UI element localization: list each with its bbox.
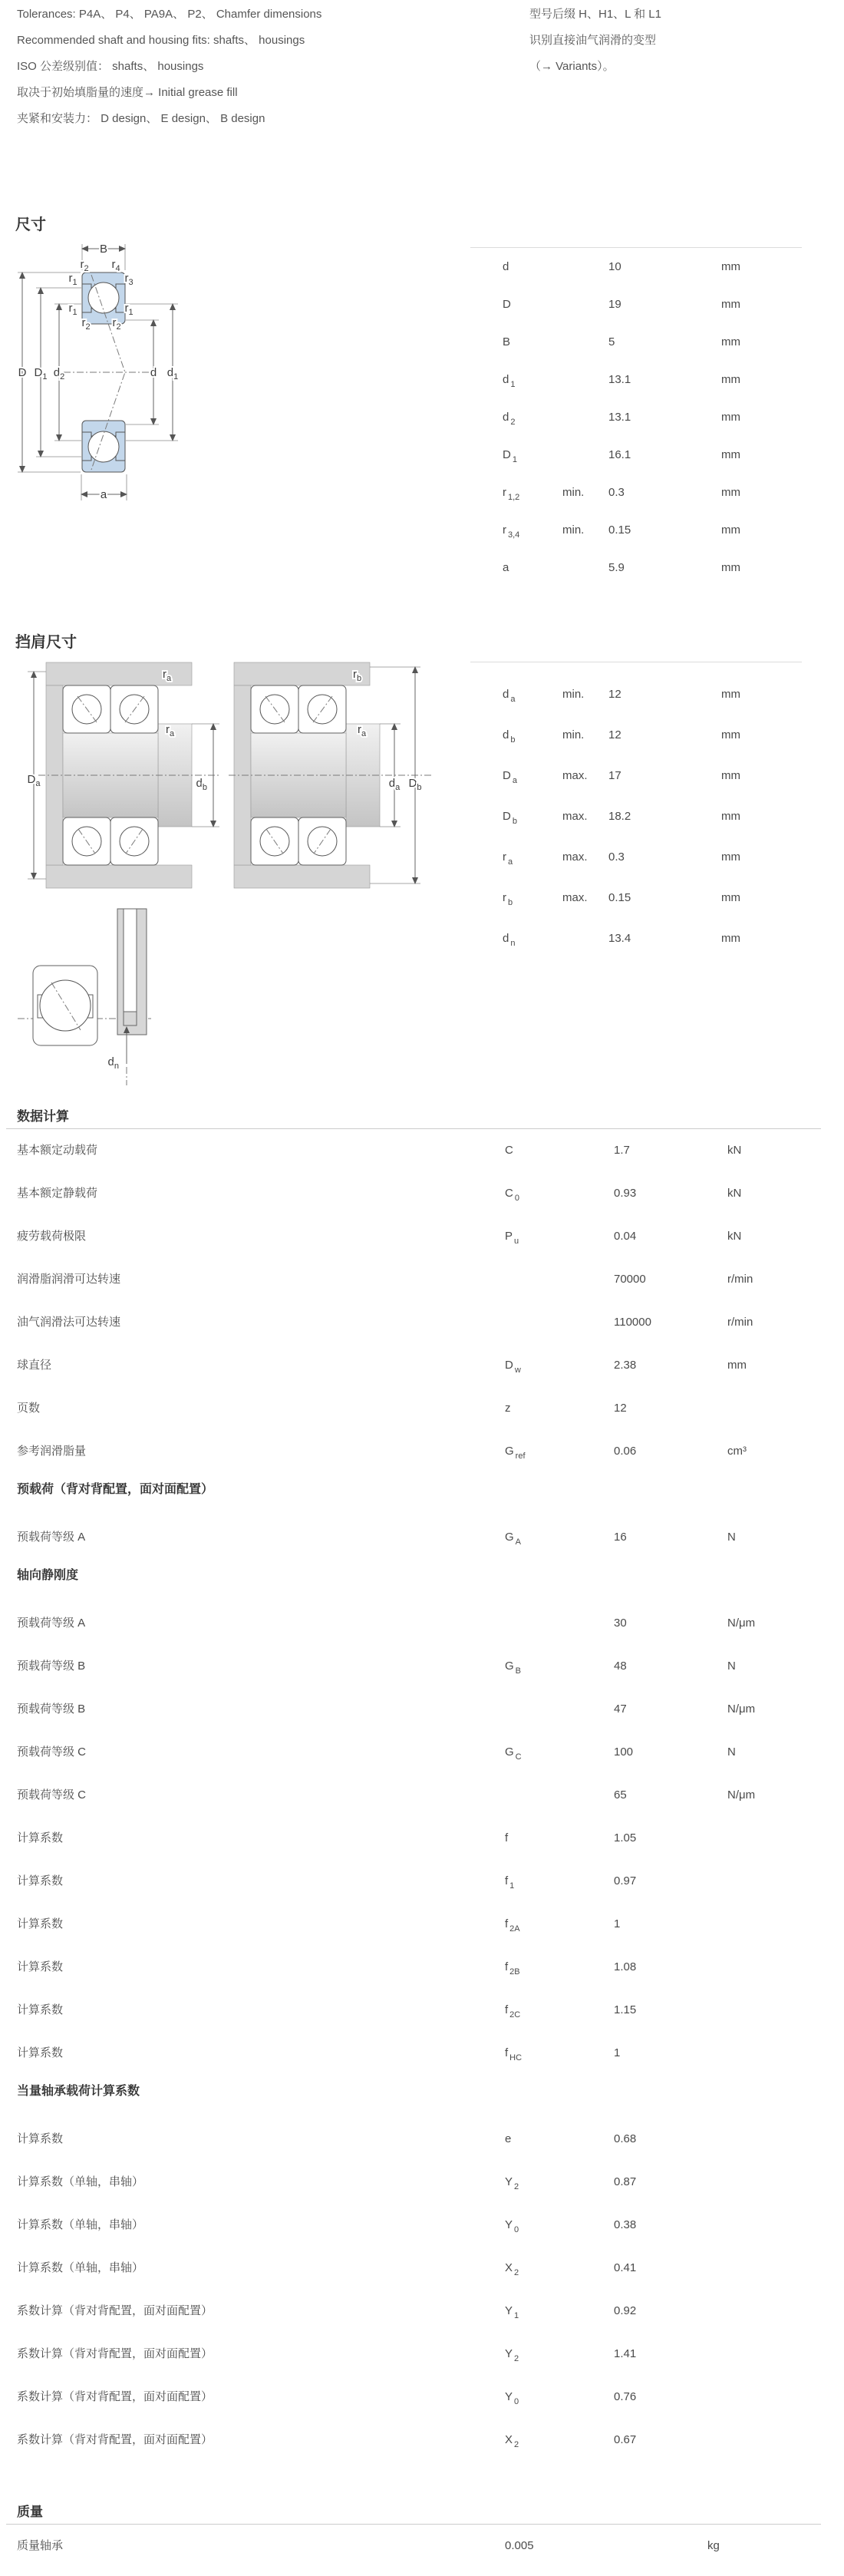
row-qualifier: min.	[562, 523, 585, 537]
row-symbol-subscript: 2C	[509, 2010, 521, 2020]
row-symbol-subscript: 2	[510, 418, 516, 427]
row-symbol-subscript: u	[514, 1237, 519, 1246]
row-label: 计算系数	[17, 2046, 64, 2059]
row-symbol: f $_1$	[505, 1874, 515, 1891]
row-symbol: D $_1$	[503, 448, 517, 464]
row-symbol: G $_{ref}$	[505, 1445, 526, 1461]
row-qualifier: max.	[562, 891, 588, 904]
row-value: 70000	[614, 1273, 646, 1286]
row-value: 5	[608, 335, 615, 348]
row-symbol: f	[505, 1831, 509, 1844]
row-unit: mm	[721, 411, 740, 424]
row-symbol: D $_b$	[503, 810, 517, 826]
row-label: 系数计算（背对背配置，面对面配置）	[17, 2304, 213, 2317]
row-symbol: d $_b$	[503, 728, 516, 745]
row-symbol: D $_w$	[505, 1359, 521, 1375]
row-symbol: d $_a$	[503, 688, 516, 704]
row-unit: mm	[721, 561, 740, 574]
info-line: Recommended shaft and housing fits: shafts、 housings	[17, 34, 305, 47]
dim-label-D: D	[18, 366, 27, 379]
row-label: 基本额定静载荷	[17, 1187, 98, 1200]
row-symbol-subscript: 0	[514, 2397, 519, 2406]
table-row	[0, 1129, 844, 1172]
table-row	[0, 1602, 844, 1645]
radius-label-r4: $r_4$	[111, 258, 120, 273]
row-unit: mm	[721, 486, 740, 499]
row-symbol: d $_1$	[503, 373, 516, 389]
row-symbol-subscript: 0	[514, 1194, 519, 1203]
row-value: 13.1	[608, 411, 631, 424]
table-row	[470, 796, 802, 837]
row-unit: mm	[721, 260, 740, 273]
row-value: 0.93	[614, 1187, 637, 1200]
table-row	[0, 1903, 844, 1946]
row-label: 预载荷等级 C	[17, 1788, 87, 1802]
row-label: 预载荷等级 A	[17, 1617, 86, 1630]
row-unit: N	[727, 1660, 736, 1673]
row-symbol-subscript: 2	[514, 2182, 519, 2191]
row-qualifier: min.	[562, 688, 585, 701]
row-unit: mm	[727, 1359, 747, 1372]
bearing-section	[33, 966, 97, 1045]
row-symbol: D	[503, 298, 511, 311]
group-header: 轴向静刚度	[17, 1569, 79, 1582]
table-row	[470, 436, 802, 474]
row-value: 110000	[614, 1316, 651, 1329]
table-row	[0, 1946, 844, 1989]
table-row	[470, 877, 802, 918]
row-unit: mm	[721, 373, 740, 386]
row-value: 12	[608, 728, 621, 741]
row-symbol-subscript: a	[508, 857, 513, 867]
fillet-label-ra: $r_a$	[163, 668, 172, 683]
info-line: ISO 公差级别值： shafts、 housings	[17, 60, 204, 73]
row-symbol: C $_0$	[505, 1187, 519, 1203]
row-label: 预载荷等级 B	[17, 1660, 86, 1673]
row-symbol: z	[505, 1402, 511, 1415]
row-symbol: r $_{3,4}$	[503, 523, 520, 540]
row-unit: mm	[721, 523, 740, 537]
abutment-table	[470, 662, 802, 959]
table-row	[470, 286, 802, 323]
row-qualifier: min.	[562, 486, 585, 499]
row-unit: kN	[727, 1144, 742, 1157]
mass-table	[0, 2525, 844, 2568]
row-value: 48	[614, 1660, 627, 1673]
dim-label-dn: $d_n$	[107, 1055, 119, 1071]
row-unit: mm	[721, 448, 740, 461]
row-unit: N	[727, 1531, 736, 1544]
table-row	[0, 1215, 844, 1258]
row-qualifier: max.	[562, 769, 588, 782]
ball-icon	[88, 431, 119, 462]
row-unit: mm	[721, 891, 740, 904]
mounting-right	[229, 662, 434, 888]
group-header: 预载荷（背对背配置，面对面配置）	[17, 1483, 214, 1496]
row-unit: N/μm	[727, 1617, 756, 1630]
row-label: 系数计算（背对背配置，面对面配置）	[17, 2433, 213, 2446]
row-label: 球直径	[17, 1359, 52, 1372]
dim-label-a: a	[100, 488, 107, 501]
radius-label-r3: $r_3$	[124, 272, 134, 287]
section-title-calculation: 数据计算	[17, 1109, 69, 1124]
row-symbol-subscript: 3,4	[508, 530, 520, 540]
row-label: 计算系数	[17, 2132, 64, 2145]
table-row	[0, 1387, 844, 1430]
row-value: 0.005	[505, 2539, 534, 2552]
row-label: 计算系数（单轴，串轴）	[17, 2261, 144, 2274]
row-symbol: r $_{1,2}$	[503, 486, 520, 502]
row-label: 润滑脂润滑可达转速	[17, 1273, 121, 1286]
table-row	[0, 2290, 844, 2333]
row-symbol-subscript: C	[515, 1752, 522, 1762]
row-symbol-subscript: 2	[514, 2268, 519, 2277]
row-symbol-subscript: b	[510, 735, 516, 745]
table-row	[0, 1258, 844, 1301]
group-header: 当量轴承载荷计算系数	[17, 2085, 140, 2098]
info-line: 取决于初始填脂量的速度→ Initial grease fill	[17, 86, 238, 99]
table-row	[0, 2419, 844, 2462]
row-unit: mm	[721, 932, 740, 945]
dim-label-Db: $D_b$	[408, 777, 422, 792]
row-value: 1.41	[614, 2347, 637, 2360]
row-label: 计算系数	[17, 2003, 64, 2016]
radius-label-r2: $r_2$	[80, 258, 89, 273]
table-row	[0, 1645, 844, 1688]
row-unit: r/min	[727, 1273, 753, 1286]
row-value: 17	[608, 769, 621, 782]
row-value: 12	[614, 1402, 627, 1415]
row-label: 预载荷等级 A	[17, 1531, 86, 1544]
table-row	[0, 2525, 844, 2568]
row-symbol: G $_B$	[505, 1660, 522, 1676]
row-unit: mm	[721, 298, 740, 311]
row-value: 0.92	[614, 2304, 637, 2317]
section-title-abutment: 挡肩尺寸	[15, 634, 77, 651]
row-label: 基本额定动载荷	[17, 1144, 98, 1157]
row-symbol-subscript: w	[514, 1366, 521, 1375]
row-value: 1	[614, 1917, 621, 1930]
table-row	[470, 361, 802, 398]
row-symbol: D $_a$	[503, 769, 517, 785]
table-row	[0, 1344, 844, 1387]
row-value: 16	[614, 1531, 627, 1544]
row-unit: N/μm	[727, 1788, 756, 1802]
section-title-mass: 质量	[17, 2505, 43, 2519]
radius-label-r1: $r_1$	[68, 272, 77, 287]
row-value: 13.1	[608, 373, 631, 386]
row-unit: N	[727, 1745, 736, 1759]
row-symbol: d $_2$	[503, 411, 516, 427]
row-symbol: C	[505, 1144, 513, 1157]
table-row	[0, 2333, 844, 2376]
row-value: 47	[614, 1702, 627, 1716]
row-label: 预载荷等级 C	[17, 1745, 87, 1759]
row-unit: mm	[721, 769, 740, 782]
table-row	[0, 2032, 844, 2075]
table-row	[470, 474, 802, 511]
row-symbol: r $_a$	[503, 850, 513, 867]
row-label: 疲劳载荷极限	[17, 1230, 87, 1243]
row-value: 0.76	[614, 2390, 637, 2403]
row-symbol: d	[503, 260, 509, 273]
info-line: （→ Variants）。	[529, 60, 615, 73]
row-symbol-subscript: 1,2	[508, 493, 520, 502]
row-symbol-subscript: ref	[515, 1451, 526, 1461]
row-symbol: X $_2$	[505, 2261, 519, 2277]
abutment-dimensions-figure	[15, 656, 445, 894]
row-value: 100	[614, 1745, 634, 1759]
row-unit: mm	[721, 728, 740, 741]
row-symbol: a	[503, 561, 509, 574]
table-row	[470, 398, 802, 436]
fillet-label-ra: $r_a$	[358, 723, 367, 738]
dim-label-Da: $D_a$	[27, 773, 41, 788]
row-symbol: f $_{2C}$	[505, 2003, 521, 2020]
row-label: 计算系数	[17, 1917, 64, 1930]
row-value: 0.38	[614, 2218, 637, 2231]
table-row	[0, 1516, 844, 1559]
row-value: 5.9	[608, 561, 625, 574]
row-value: 0.15	[608, 523, 631, 537]
row-value: 1.15	[614, 2003, 637, 2016]
row-qualifier: max.	[562, 850, 588, 864]
dim-label-da: $d_a$	[388, 777, 401, 792]
row-symbol: d $_n$	[503, 932, 516, 948]
row-value: 0.04	[614, 1230, 637, 1243]
table-row	[0, 1688, 844, 1731]
row-value: 18.2	[608, 810, 631, 823]
row-symbol-subscript: 2	[514, 2354, 519, 2363]
info-line: Tolerances: P4A、 P4、 PA9A、 P2、 Chamfer dimensions	[17, 8, 322, 21]
calculation-table	[0, 1129, 844, 2462]
row-label: 计算系数	[17, 1874, 64, 1887]
row-symbol-subscript: B	[515, 1666, 522, 1676]
info-line: 型号后缀 H、H1、L 和 L1	[529, 8, 661, 21]
mounting-left	[28, 662, 221, 888]
row-unit: mm	[721, 810, 740, 823]
row-unit: N/μm	[727, 1702, 756, 1716]
row-label: 质量轴承	[17, 2539, 64, 2552]
row-unit: mm	[721, 850, 740, 864]
table-row	[0, 2204, 844, 2247]
radius-label-r1: $r_1$	[124, 302, 134, 317]
row-symbol: B	[503, 335, 511, 348]
dim-label-d2: $d_2$	[53, 366, 65, 381]
dim-label-d1: $d_1$	[166, 366, 179, 381]
section-title-dimensions: 尺寸	[15, 216, 46, 233]
row-symbol: G $_C$	[505, 1745, 522, 1762]
row-symbol: Y $_0$	[505, 2390, 519, 2406]
row-symbol: r $_b$	[503, 891, 513, 907]
row-symbol: f $_{HC}$	[505, 2046, 523, 2062]
row-value: 0.15	[608, 891, 631, 904]
row-symbol-subscript: n	[510, 939, 516, 948]
row-symbol-subscript: 1	[509, 1881, 515, 1891]
table-row	[470, 511, 802, 549]
table-row	[0, 1989, 844, 2032]
row-unit: kN	[727, 1230, 742, 1243]
row-label: 预载荷等级 B	[17, 1702, 86, 1716]
row-value: 0.41	[614, 2261, 637, 2274]
row-value: 10	[608, 260, 621, 273]
table-row	[0, 1731, 844, 1774]
row-symbol: X $_2$	[505, 2433, 519, 2449]
row-label: 计算系数（单轴，串轴）	[17, 2218, 144, 2231]
table-row	[0, 2161, 844, 2204]
row-value: 0.68	[614, 2132, 637, 2145]
bearing-dimensions-figure	[12, 239, 265, 523]
dim-label-db: $d_b$	[196, 777, 207, 792]
row-symbol-subscript: HC	[509, 2053, 523, 2062]
radius-label-r1: $r_1$	[68, 302, 77, 317]
row-symbol-subscript: 2A	[509, 1924, 520, 1934]
mass-section	[0, 2501, 844, 2568]
row-symbol: G $_A$	[505, 1531, 522, 1547]
top-info-right	[529, 2, 661, 80]
row-unit: kN	[727, 1187, 742, 1200]
table-row	[0, 2376, 844, 2419]
row-value: 1	[614, 2046, 621, 2059]
row-label: 系数计算（背对背配置，面对面配置）	[17, 2347, 213, 2360]
row-unit: r/min	[727, 1316, 753, 1329]
table-row	[0, 1430, 844, 1473]
table-row	[0, 2247, 844, 2290]
table-row	[0, 1774, 844, 1817]
info-line: 夹紧和安装力： D design、 E design、 B design	[17, 112, 265, 125]
row-label: 计算系数	[17, 1960, 64, 1973]
row-value: 0.97	[614, 1874, 637, 1887]
row-value: 0.06	[614, 1445, 637, 1458]
table-row	[470, 323, 802, 361]
row-label: 计算系数（单轴，串轴）	[17, 2175, 144, 2188]
dimensions-table	[470, 247, 802, 586]
fillet-label-rb: $r_b$	[353, 668, 362, 683]
fillet-label-ra: $r_a$	[166, 723, 175, 738]
row-value: 1.05	[614, 1831, 637, 1844]
table-row	[0, 2118, 844, 2161]
row-unit: cm³	[727, 1445, 747, 1458]
row-unit: mm	[721, 688, 740, 701]
dim-label-d: d	[150, 366, 157, 379]
outer-inner-ring-bottom	[82, 421, 125, 472]
row-symbol: f $_{2A}$	[505, 1917, 520, 1934]
row-value: 65	[614, 1788, 627, 1802]
row-label: 油气润滑法可达转速	[17, 1316, 121, 1329]
row-label: 参考润滑脂量	[17, 1445, 87, 1458]
top-info-left	[17, 2, 321, 132]
info-line: 识别直接油气润滑的变型	[529, 34, 657, 47]
radius-label-r2: $r_2$	[112, 316, 121, 332]
dn-dimension-figure	[12, 906, 169, 1094]
dim-label-B: B	[99, 243, 108, 256]
dim-label-D1: $D_1$	[34, 366, 48, 381]
row-label: 计算系数	[17, 1831, 64, 1844]
spacer-plate	[117, 909, 147, 1035]
calculation-section	[0, 1105, 844, 2462]
ball-icon	[88, 282, 119, 313]
row-symbol-subscript: b	[508, 898, 513, 907]
row-value: 30	[614, 1617, 627, 1630]
row-qualifier: max.	[562, 810, 588, 823]
row-unit: mm	[721, 335, 740, 348]
row-value: 19	[608, 298, 621, 311]
row-label: 页数	[17, 1402, 41, 1415]
row-qualifier: min.	[562, 728, 585, 741]
row-symbol: f $_{2B}$	[505, 1960, 520, 1977]
table-row	[0, 1301, 844, 1344]
row-symbol-subscript: a	[512, 776, 517, 785]
row-value: 2.38	[614, 1359, 637, 1372]
row-value: 0.3	[608, 486, 625, 499]
table-row	[470, 755, 802, 796]
table-row	[470, 549, 802, 586]
row-symbol: P $_u$	[505, 1230, 519, 1246]
table-row	[470, 674, 802, 715]
radius-label-r2: $r_2$	[81, 316, 91, 332]
row-value: 0.67	[614, 2433, 637, 2446]
row-symbol-subscript: 2	[514, 2440, 519, 2449]
row-symbol-subscript: A	[515, 1537, 522, 1547]
row-symbol: Y $_0$	[505, 2218, 519, 2234]
table-row	[0, 1817, 844, 1860]
row-value: 13.4	[608, 932, 631, 945]
row-symbol-subscript: 0	[514, 2225, 519, 2234]
row-label: 系数计算（背对背配置，面对面配置）	[17, 2390, 213, 2403]
table-row	[470, 837, 802, 877]
table-row	[470, 918, 802, 959]
row-value: 16.1	[608, 448, 631, 461]
table-row	[0, 1172, 844, 1215]
row-value: 12	[608, 688, 621, 701]
row-symbol-subscript: b	[512, 817, 517, 826]
table-row	[470, 248, 802, 286]
row-symbol: Y $_2$	[505, 2175, 519, 2191]
row-symbol-subscript: 1	[512, 455, 517, 464]
row-symbol-subscript: 2B	[509, 1967, 520, 1977]
row-symbol-subscript: a	[510, 695, 516, 704]
row-value: 0.87	[614, 2175, 637, 2188]
row-unit: kg	[707, 2539, 720, 2552]
outer-inner-ring-top	[82, 272, 125, 324]
row-value: 1.08	[614, 1960, 637, 1973]
row-symbol: e	[505, 2132, 512, 2145]
row-value: 0.3	[608, 850, 625, 864]
row-symbol: Y $_2$	[505, 2347, 519, 2363]
row-symbol: Y $_1$	[505, 2304, 519, 2320]
table-row	[470, 715, 802, 755]
row-symbol-subscript: 1	[510, 380, 516, 389]
row-symbol-subscript: 1	[514, 2311, 519, 2320]
row-value: 1.7	[614, 1144, 630, 1157]
table-row	[0, 1860, 844, 1903]
